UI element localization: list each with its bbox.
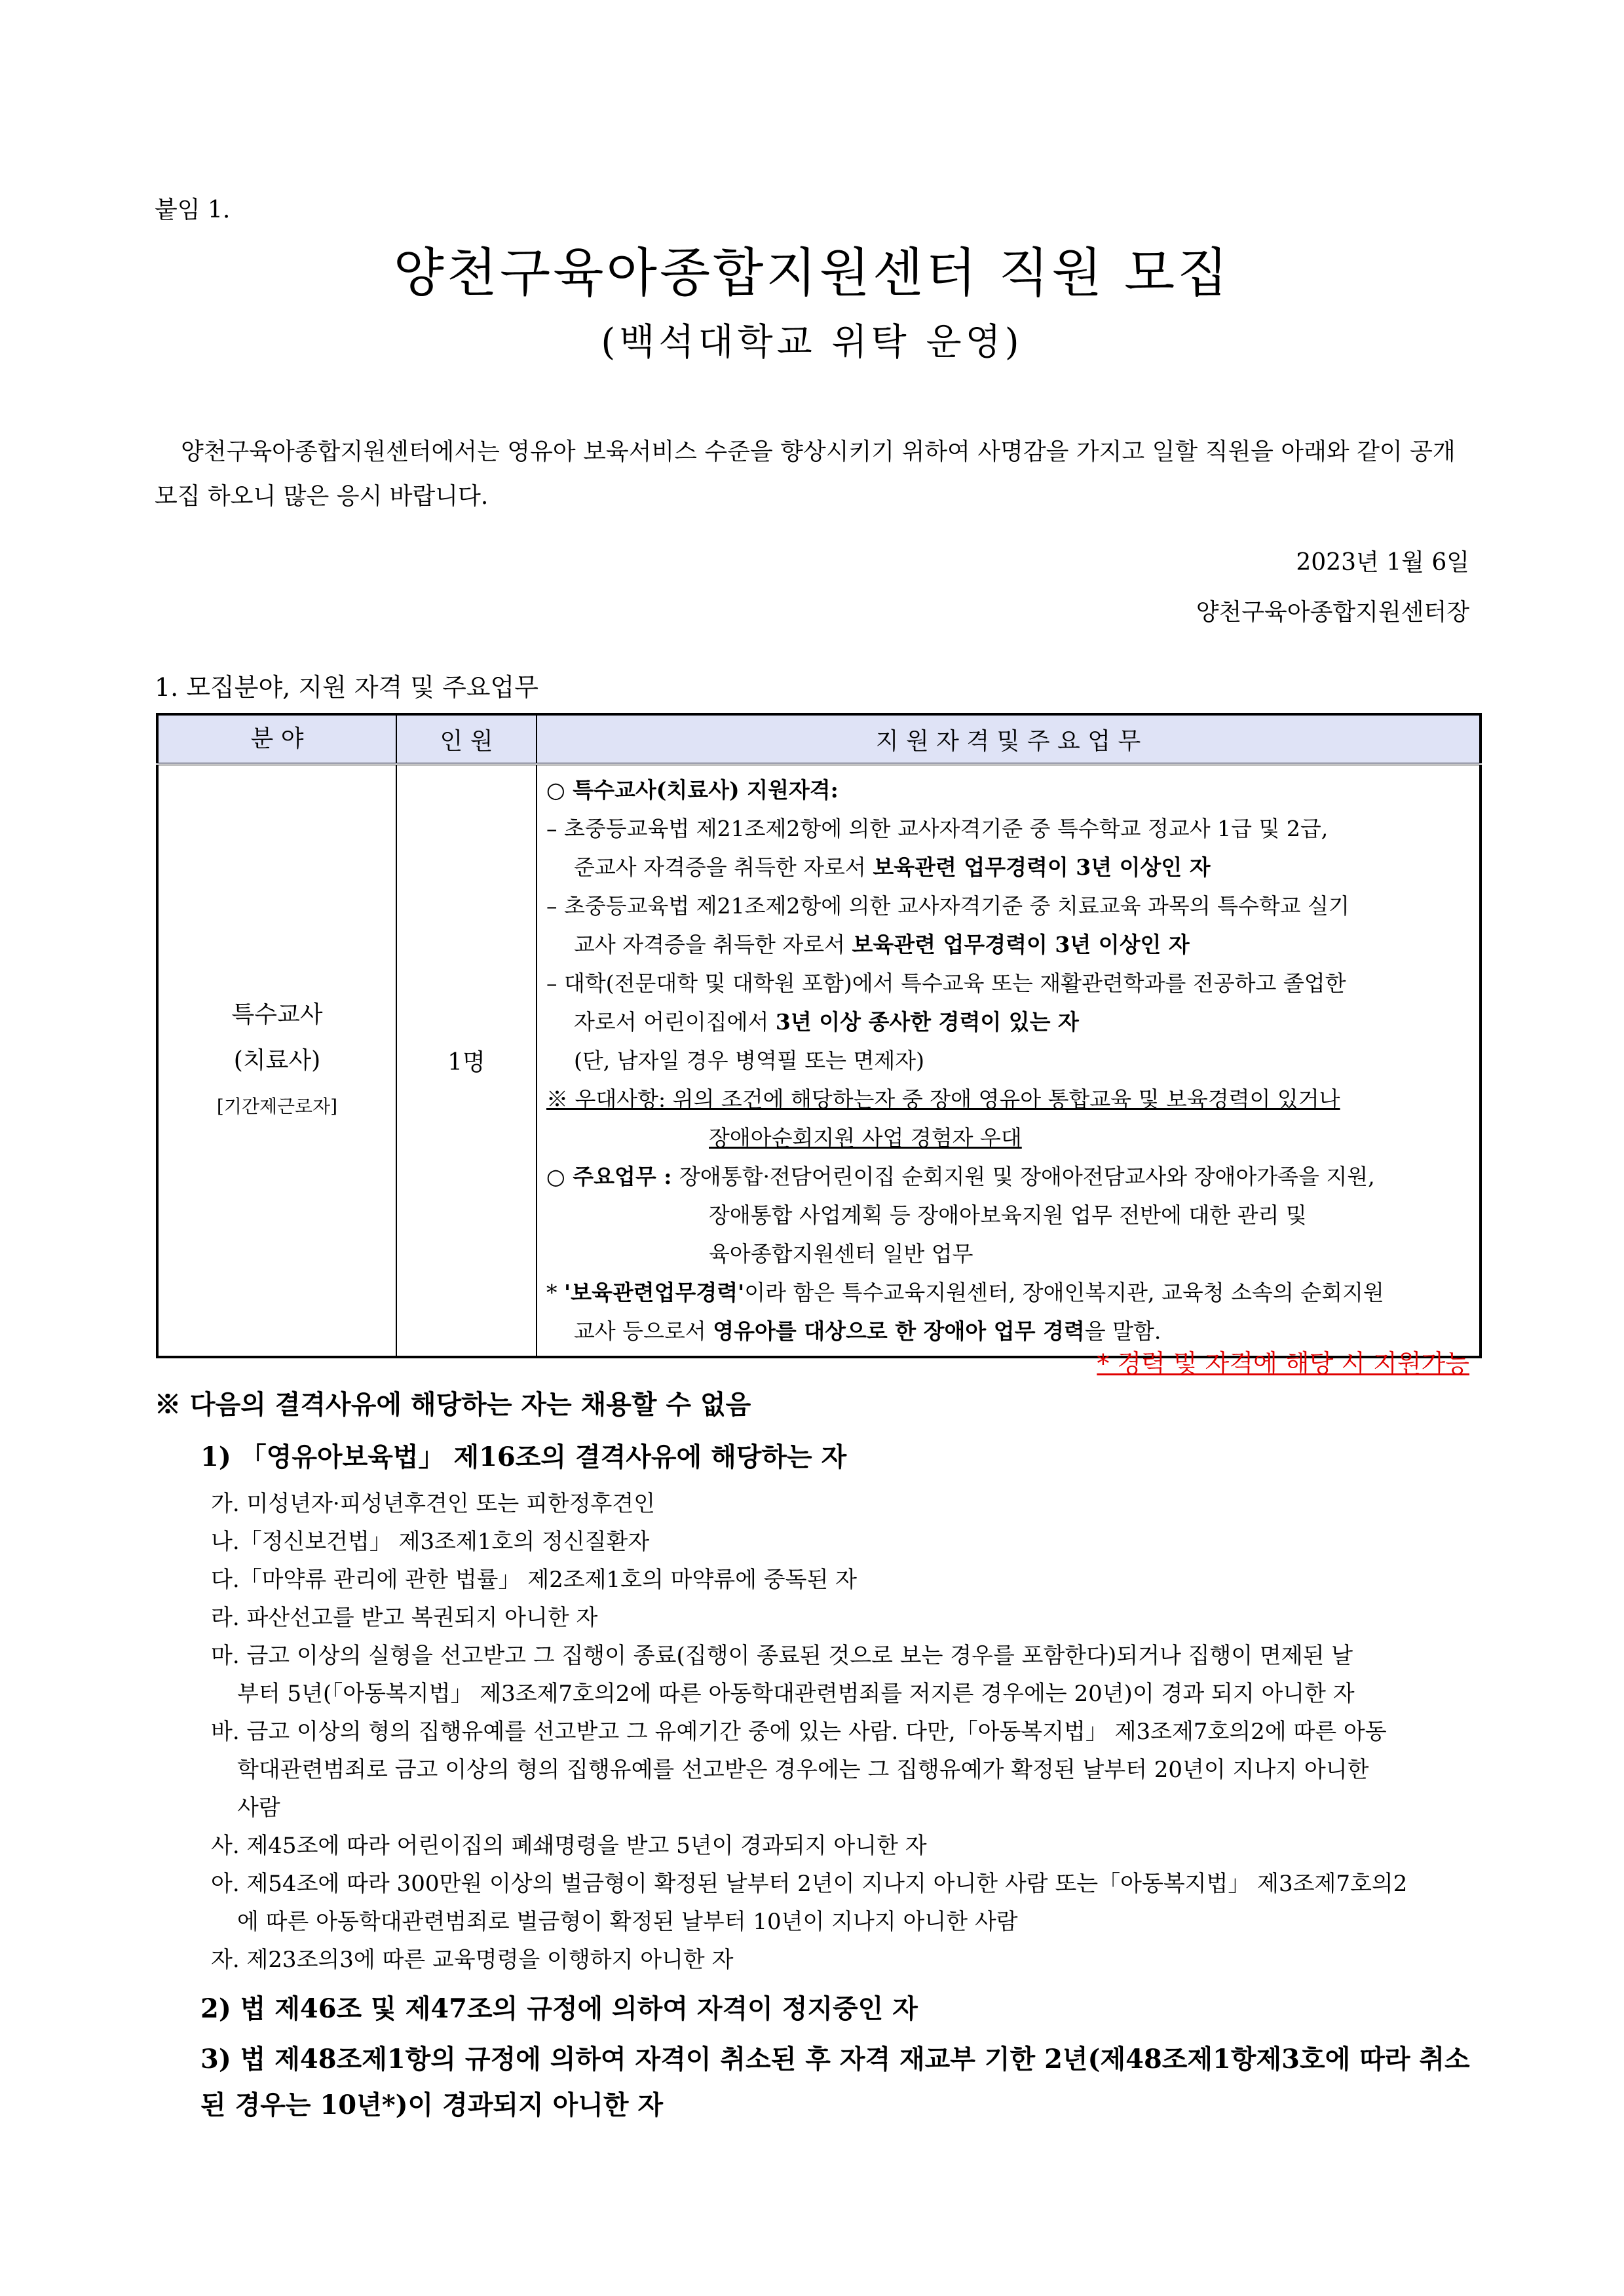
qual-line: 자로서 어린이집에서 3년 이상 종사한 경력이 있는 자 [574, 1009, 1079, 1035]
qual-line: 교사 자격증을 취득한 자로서 보육관련 업무경력이 3년 이상인 자 [574, 932, 1190, 957]
table-row [157, 764, 1481, 1357]
count-cell: 1명 [396, 764, 537, 1357]
duty-line: ○ 주요업무 : 장애통합·전담어린이집 순회지원 및 장애아전담교사와 장애아가족을 지원, [546, 1164, 1375, 1189]
table-header-row [157, 714, 1481, 764]
list-item: 마. 금고 이상의 실형을 선고받고 그 집행이 종료(집행이 종료된 것으로 보는 경우를 포함한다)되거나 집행이 면제된 날 [211, 1643, 1353, 1669]
definition-line: 교사 등으로서 영유아를 대상으로 한 장애아 업무 경력을 말함. [574, 1318, 1161, 1344]
page-title: 양천구육아종합지원센터 직원 모집 [393, 242, 1231, 303]
announcement-date: 2023년 1월 6일 [1296, 549, 1469, 576]
list-item: 에 따른 아동학대관련범죄로 벌금형이 확정된 날부터 10년이 지나지 아니한 사람 [237, 1909, 1018, 1935]
duty-line: 장애통합 사업계획 등 장애아보육지원 업무 전반에 대한 관리 및 [709, 1202, 1307, 1228]
attachment-label: 붙임 1. [155, 197, 231, 223]
list-item: 가. 미성년자·피성년후견인 또는 피한정후견인 [211, 1491, 656, 1517]
preference-line: ※ 우대사항: 위의 조건에 해당하는자 중 장애 영유아 통합교육 및 보육경력이 있거나 [546, 1086, 1340, 1112]
qual-line: (단, 남자일 경우 병역필 또는 면제자) [574, 1048, 924, 1073]
header-qualification: 지 원 자 격 및 주 요 업 무 [537, 714, 1481, 764]
signer: 양천구육아종합지원센터장 [1196, 599, 1469, 626]
qual-line: – 초중등교육법 제21조제2항에 의한 교사자격기준 중 특수학교 정교사 1급 및 2급, [546, 816, 1329, 841]
qualification-cell [537, 764, 1481, 1357]
section-1-title: 1. 모집분야, 지원 자격 및 주요업무 [155, 673, 538, 702]
table-note: * 경력 및 자격에 해당 시 지원가능 [1097, 1349, 1469, 1378]
list-item: 사. 제45조에 따라 어린이집의 폐쇄명령을 받고 5년이 경과되지 아니한 자 [211, 1833, 927, 1859]
field-cell [157, 764, 396, 1357]
list-item: 자. 제23조의3에 따른 교육명령을 이행하지 아니한 자 [211, 1947, 734, 1973]
qual-line: 준교사 자격증을 취득한 자로서 보육관련 업무경력이 3년 이상인 자 [574, 854, 1211, 880]
disqualification-title: ※ 다음의 결격사유에 해당하는 자는 채용할 수 없음 [155, 1389, 751, 1420]
field-note: [기간제근로자] [216, 1095, 338, 1117]
qual-line: – 대학(전문대학 및 대학원 포함)에서 특수교육 또는 재활관련학과를 전공하고 졸업한 [546, 970, 1346, 996]
disqualification-list [211, 1485, 1482, 1979]
recruitment-table [156, 713, 1482, 1358]
law-1: 1) 「영유아보육법」 제16조의 결격사유에 해당하는 자 [200, 1442, 847, 1472]
list-item: 라. 파산선고를 받고 복권되지 아니한 자 [211, 1605, 598, 1631]
preference-line: 장애아순회지원 사업 경험자 우대 [709, 1125, 1022, 1151]
list-item: 바. 금고 이상의 형의 집행유예를 선고받고 그 유예기간 중에 있는 사람. 다만,「아동복지법」 제3조제7호의2에 따른 아동 [211, 1719, 1387, 1745]
qual-line: – 초중등교육법 제21조제2항에 의한 교사자격기준 중 치료교육 과목의 특수학교 실기 [546, 893, 1350, 919]
list-item: 아. 제54조에 따라 300만원 이상의 벌금형이 확정된 날부터 2년이 지나지 아니한 사람 또는「아동복지법」 제3조제7호의2 [211, 1871, 1408, 1897]
intro-paragraph: 양천구육아종합지원센터에서는 영유아 보육서비스 수준을 향상시키기 위하여 사명감을 가지고 일할 직원을 아래와 같이 공개모집 하오니 많은 응시 바랍니다. [155, 438, 1456, 510]
list-item: 학대관련범죄로 금고 이상의 형의 집행유예를 선고받은 경우에는 그 집행유예가 확정된 날부터 20년이 지나지 아니한 [237, 1757, 1369, 1783]
definition-line: * '보육관련업무경력'이라 함은 특수교육지원센터, 장애인복지관, 교육청 소속의 순회지원 [546, 1280, 1384, 1305]
header-field: 분 야 [157, 714, 396, 764]
duty-line: 육아종합지원센터 일반 업무 [709, 1241, 973, 1267]
field-sub: (치료사) [233, 1046, 321, 1074]
page-subtitle: (백석대학교 위탁 운영) [601, 321, 1023, 364]
law-3: 3) 법 제48조제1항의 규정에 의하여 자격이 취소된 후 자격 재교부 기한 2년(제48조제1항제3호에 따라 취소된 경우는 10년*)이 경과되지 아니한 자 [200, 2044, 1470, 2120]
list-item: 사람 [237, 1795, 280, 1821]
list-item: 부터 5년(「아동복지법」 제3조제7호의2에 따른 아동학대관련범죄를 저지른 경우에는 20년)이 경과 되지 아니한 자 [237, 1681, 1355, 1707]
law-2: 2) 법 제46조 및 제47조의 규정에 의하여 자격이 정지중인 자 [200, 1993, 918, 2024]
qual-title: ○ 특수교사(치료사) 지원자격: [546, 777, 839, 803]
field-name: 특수교사 [231, 1001, 323, 1028]
header-count: 인 원 [396, 714, 537, 764]
list-item: 다.「마약류 관리에 관한 법률」 제2조제1호의 마약류에 중독된 자 [211, 1567, 857, 1593]
list-item: 나.「정신보건법」 제3조제1호의 정신질환자 [211, 1529, 650, 1555]
